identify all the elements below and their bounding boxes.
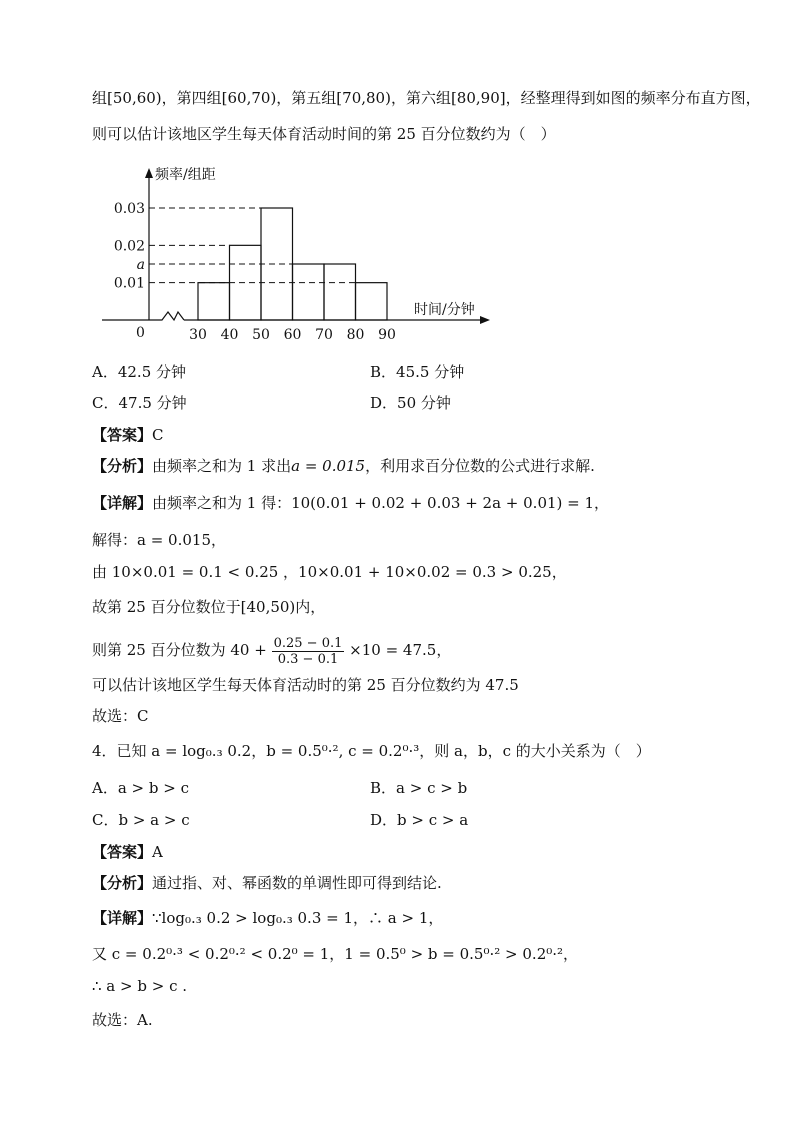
fraction-numerator: 0.25 − 0.1 [273,635,343,651]
analysis-value: a = 0.015 [291,457,366,475]
q4-option-c: C．b > a > c [92,811,190,829]
x-tick-label: 50 [252,327,270,343]
y-tick-label: a [136,257,145,273]
q3-solve: 解得：a = 0.015， [92,531,226,549]
analysis-tag: 【分析】 [92,874,153,892]
detail-text: 由频率之和为 1 得：10(0.01 + 0.02 + 0.03 + 2a + 0.01) = 1， [152,494,610,512]
y-tick-label: 0.03 [113,201,145,217]
answer-tag: 【答案】 [92,843,153,861]
q4-option-a: A．a > b > c [92,779,189,797]
q4-detail [92,908,443,928]
y-tick-label: 0.02 [113,238,145,255]
x-tick-label: 90 [378,327,396,343]
detail-tag: 【详解】 [92,909,153,927]
histogram-bar [356,283,388,320]
answer-tag: 【答案】 [92,426,153,444]
histogram-bar [198,283,230,320]
analysis-text-b: ，利用求百分位数的公式进行求解. [365,457,595,475]
q4-analysis [92,873,442,893]
q3-detail [92,493,609,513]
detail-text: ∵log₀.₃ 0.2 > log₀.₃ 0.3 = 1，∴ a > 1， [152,909,444,927]
q3-option-b: B．45.5 分钟 [370,363,465,381]
analysis-tag: 【分析】 [92,457,153,475]
histogram-bar [261,208,293,320]
axis-break-mark [152,312,184,320]
y-axis-arrow [145,168,153,178]
formula-suffix: ×10 = 47.5， [349,641,452,659]
q3-stem-line2: 则可以估计该地区学生每天体育活动时间的第 25 百分位数约为（ ） [92,125,556,143]
detail-tag: 【详解】 [92,494,153,512]
formula-fraction [272,636,345,667]
analysis-text-a: 由频率之和为 1 求出 [152,457,292,475]
x-tick-label: 70 [315,327,333,343]
q3-choose: 故选：C [92,707,149,725]
x-tick-label: 80 [346,327,365,343]
x-axis-arrow [480,316,490,324]
answer-value: C [152,426,164,444]
answer-value: A [152,843,163,861]
q4-detail-line3: ∴ a > b > c . [92,977,188,995]
q3-stem-line1: 组[50,60)，第四组[60,70)，第五组[70,80)，第六组[80,90]，经整理得到如图的频率分布直方图， [92,89,761,107]
fraction-denominator: 0.3 − 0.1 [277,651,339,667]
q4-detail-line2: 又 c = 0.2⁰·³ < 0.2⁰·² < 0.2⁰ = 1，1 = 0.5⁰ > b = 0.5⁰·² > 0.2⁰·²， [92,945,579,963]
q4-stem: 4．已知 a = log₀.₃ 0.2，b = 0.5⁰·², c = 0.2⁰·³，则 a，b，c 的大小关系为（ ） [92,742,651,760]
q3-estimate: 可以估计该地区学生每天体育活动时的第 25 百分位数约为 47.5 [92,676,519,694]
q3-option-a: A．42.5 分钟 [92,363,186,381]
y-axis-label: 频率/组距 [155,167,216,183]
x-tick-label: 30 [189,327,207,343]
q3-analysis [92,456,595,476]
histogram-bar [324,264,356,320]
q4-answer [92,842,163,862]
formula-prefix: 则第 25 百分位数为 40 + [92,641,267,659]
q3-answer [92,425,164,445]
analysis-text: 通过指、对、幂函数的单调性即可得到结论. [152,874,442,892]
q4-choose: 故选：A. [92,1011,153,1029]
origin-label: 0 [136,325,145,341]
x-axis-label: 时间/分钟 [414,302,475,318]
frequency-histogram [92,158,502,348]
q3-option-d: D．50 分钟 [370,394,451,412]
y-tick-label: 0.01 [113,275,145,292]
histogram-bar [293,264,325,320]
q3-option-c: C．47.5 分钟 [92,394,187,412]
q4-option-d: D．b > c > a [370,811,469,829]
q3-interval: 故第 25 百分位数位于[40,50)内， [92,598,326,616]
q4-option-b: B．a > c > b [370,779,468,797]
q3-compare: 由 10×0.01 = 0.1 < 0.25 ，10×0.01 + 10×0.02 = 0.3 > 0.25， [92,563,567,581]
q3-percentile-formula [92,632,451,668]
x-tick-label: 60 [283,327,302,343]
x-tick-label: 40 [220,327,239,343]
